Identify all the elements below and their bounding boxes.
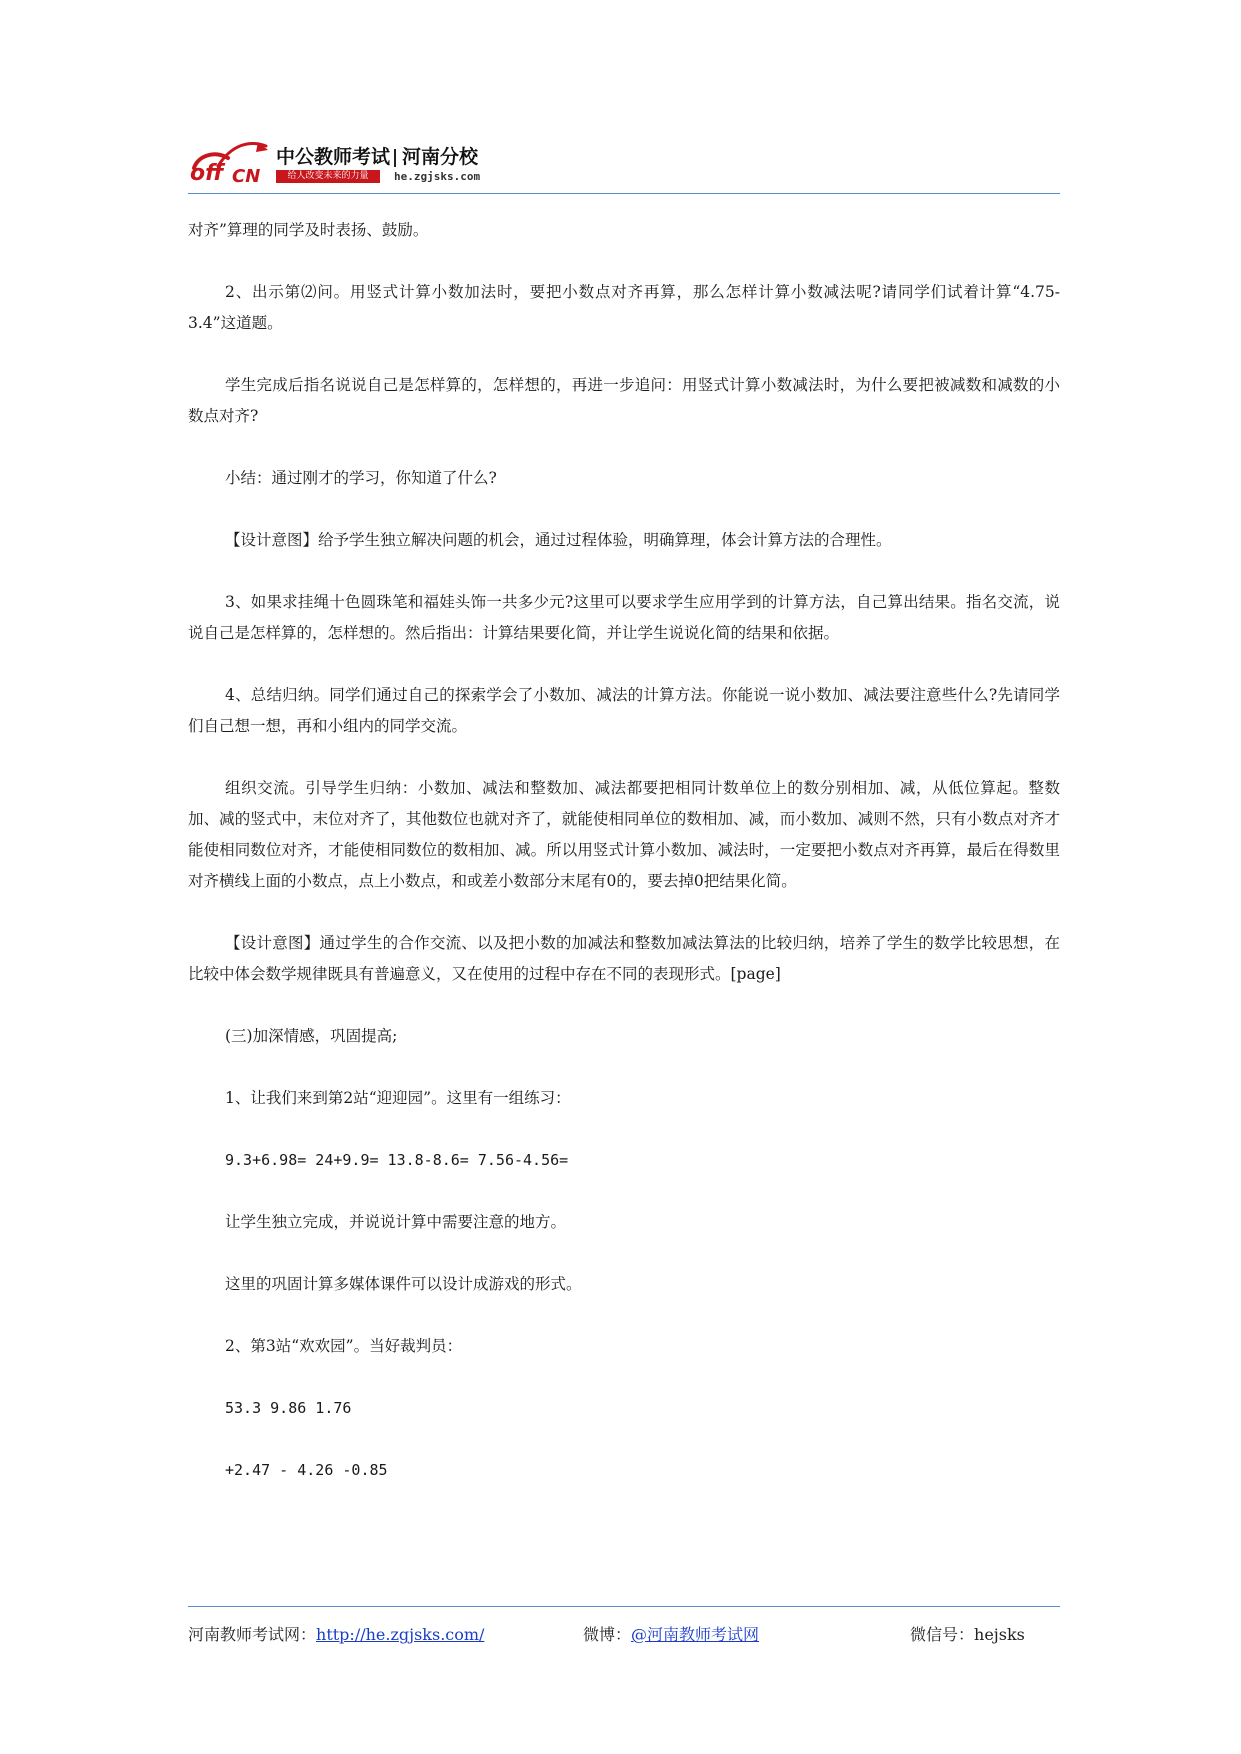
paragraph: 让学生独立完成，并说说计算中需要注意的地方。: [225, 1213, 567, 1231]
exercise-line: 9.3+6.98= 24+9.9= 13.8-8.6= 7.56-4.56=: [225, 1151, 569, 1169]
brand-separator: [394, 149, 396, 167]
header-divider: [188, 193, 1060, 194]
paragraph: 学生完成后指名说说自己是怎样算的，怎样想的，再进一步追问：用竖式计算小数减法时，为什么要把被减数和减数的小数点对齐?: [188, 376, 1060, 425]
exercise-line: 53.3 9.86 1.76: [225, 1399, 352, 1417]
design-intent-paragraph: 【设计意图】给予学生独立解决问题的机会，通过过程体验，明确算理，体会计算方法的合理性。: [225, 531, 892, 549]
footer-weibo: [583, 1622, 759, 1645]
page-header: [188, 136, 1060, 192]
footer-site: [188, 1622, 484, 1645]
document-body: [188, 215, 1060, 1517]
branch-name: 河南分校: [402, 146, 479, 168]
footer-wechat-id: hejsks: [974, 1625, 1025, 1644]
page-footer: [188, 1622, 1060, 1652]
header-site-url: he.zgjsks.com: [394, 170, 481, 183]
section-heading: (三)加深情感，巩固提高;: [225, 1027, 398, 1045]
offcn-logo-mark: [188, 138, 274, 184]
svg-text:off: off: [190, 161, 224, 184]
paragraph: 小结：通过刚才的学习，你知道了什么?: [225, 469, 497, 487]
paragraph: 2、第3站“欢欢园”。当好裁判员：: [225, 1337, 463, 1355]
brand-title: [276, 142, 478, 169]
paragraph: 这里的巩固计算多媒体课件可以设计成游戏的形式。: [225, 1275, 582, 1293]
footer-site-label: 河南教师考试网：: [188, 1625, 317, 1644]
design-intent-paragraph: 【设计意图】通过学生的合作交流、以及把小数的加减法和整数加减法算法的比较归纳，培养了学生的数学比较思想，在比较中体会数学规律既具有普遍意义，又在使用的过程中存在不同的表现形式。[page]: [188, 934, 1060, 983]
footer-weibo-label: 微博：: [583, 1625, 632, 1644]
footer-weibo-link[interactable]: @河南教师考试网: [631, 1625, 760, 1644]
brand-slogan: 给人改变未来的力量: [276, 170, 380, 183]
exercise-line: +2.47 - 4.26 -0.85: [225, 1461, 388, 1479]
paragraph: 对齐”算理的同学及时表扬、鼓励。: [188, 221, 429, 239]
paragraph: 1、让我们来到第2站“迎迎园”。这里有一组练习：: [225, 1089, 571, 1107]
svg-text:CN: CN: [232, 166, 261, 184]
offcn-logo: [188, 136, 508, 192]
footer-site-link[interactable]: http://he.zgjsks.com/: [316, 1625, 485, 1644]
footer-wechat: [910, 1622, 1025, 1645]
brand-name: 中公教师考试: [276, 146, 391, 168]
footer-wechat-label: 微信号：: [910, 1625, 975, 1644]
footer-divider: [188, 1606, 1060, 1607]
paragraph: 3、如果求挂绳十色圆珠笔和福娃头饰一共多少元?这里可以要求学生应用学到的计算方法，自己算出结果。指名交流，说说自己是怎样算的，怎样想的。然后指出：计算结果要化简，并让学生说说化简的结果和依据。: [188, 593, 1060, 642]
paragraph: 2、出示第⑵问。用竖式计算小数加法时，要把小数点对齐再算，那么怎样计算小数减法呢?请同学们试着计算“4.75-3.4”这道题。: [188, 283, 1060, 332]
paragraph: 4、总结归纳。同学们通过自己的探索学会了小数加、减法的计算方法。你能说一说小数加、减法要注意些什么?先请同学们自己想一想，再和小组内的同学交流。: [188, 686, 1060, 735]
paragraph: 组织交流。引导学生归纳：小数加、减法和整数加、减法都要把相同计数单位上的数分别相加、减，从低位算起。整数加、减的竖式中，末位对齐了，其他数位也就对齐了，就能使相同单位的数相加、减，而小数加、减则不然，只有小数点对齐才能使相同数位对齐，才能使相同数位的数相加、减。所以用竖式计算小数加、减法时，一定要把小数点对齐再算，最后在得数里对齐横线上面的小数点，点上小数点，和或差小数部分末尾有0的，要去掉0把结果化简。: [188, 779, 1060, 890]
